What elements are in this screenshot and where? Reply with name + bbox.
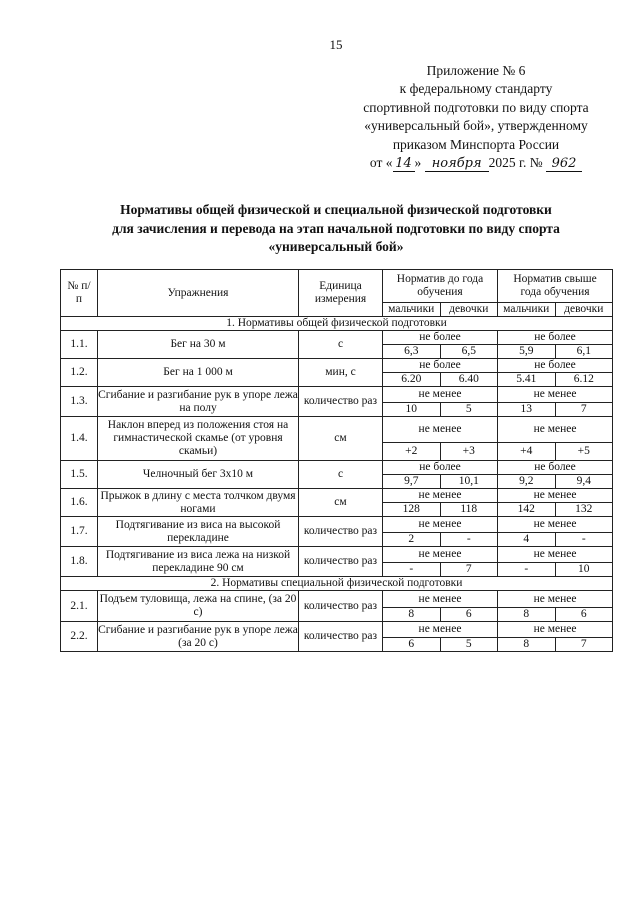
row-condition-1: не более [383, 359, 498, 373]
date-mid: » [414, 155, 422, 171]
row-exercise: Сгибание и разгибание рук в упоре лежа (за 20 с) [98, 622, 299, 652]
value-boys-2: +4 [498, 443, 556, 461]
table-row [61, 622, 613, 638]
value-girls-2: - [555, 533, 613, 547]
row-exercise: Наклон вперед из положения стоя на гимнастической скамье (от уровня скамьи) [98, 417, 299, 461]
row-unit: см [299, 489, 383, 517]
row-number: 2.2. [61, 622, 98, 652]
value-boys-2: 4 [498, 533, 556, 547]
header-unit: Единица измерения [299, 270, 383, 317]
row-unit: мин, с [299, 359, 383, 387]
row-condition-2: не менее [498, 387, 613, 403]
row-condition-2: не более [498, 359, 613, 373]
row-exercise: Подъем туловища, лежа на спине, (за 20 с) [98, 591, 299, 622]
title-line-3: «универсальный бой» [268, 239, 404, 254]
row-number: 1.3. [61, 387, 98, 417]
page-number: 15 [329, 37, 343, 52]
date-day-handwritten: 14 [393, 157, 415, 172]
row-condition-2: не менее [498, 591, 613, 608]
appendix-line-standard: к федеральному стандарту [399, 81, 553, 97]
table-row [61, 489, 613, 503]
title-line-2: для зачисления и перевода на этап начальной подготовки по виду спорта [112, 220, 560, 236]
row-number: 1.1. [61, 331, 98, 359]
date-month-handwritten: ноября [425, 157, 489, 172]
row-number: 1.5. [61, 461, 98, 489]
row-condition-1: не менее [383, 547, 498, 563]
row-unit: количество раз [299, 622, 383, 652]
value-boys-1: 2 [383, 533, 441, 547]
value-boys-1: 9,7 [383, 475, 441, 489]
document-title [60, 201, 612, 257]
date-year: 2025 г. № [488, 155, 543, 171]
date-prefix: от « [369, 155, 393, 171]
row-condition-2: не менее [498, 622, 613, 638]
row-exercise: Бег на 1 000 м [98, 359, 299, 387]
value-girls-2: 132 [555, 503, 613, 517]
row-condition-1: не менее [383, 517, 498, 533]
table-header [61, 270, 613, 317]
row-exercise: Подтягивание из виса лежа на низкой перекладине 90 см [98, 547, 299, 577]
row-condition-2: не менее [498, 417, 613, 443]
value-girls-1: - [440, 533, 498, 547]
row-number: 2.1. [61, 591, 98, 622]
value-girls-2: 6,1 [555, 345, 613, 359]
row-condition-1: не более [383, 331, 498, 345]
appendix-line-sport-name: «универсальный бой», утвержденному [364, 118, 588, 134]
table-row [61, 591, 613, 608]
value-boys-2: 8 [498, 638, 556, 652]
row-condition-2: не более [498, 331, 613, 345]
appendix-line-order: приказом Минспорта России [392, 136, 560, 152]
header-group-1: Норматив до года обучения [383, 270, 498, 303]
value-boys-2: 9,2 [498, 475, 556, 489]
value-boys-1: 10 [383, 403, 441, 417]
order-number-handwritten: 962 [546, 157, 582, 172]
row-exercise: Прыжок в длину с места толчком двумя ногами [98, 489, 299, 517]
value-boys-2: - [498, 563, 556, 577]
value-boys-1: - [383, 563, 441, 577]
table-row [61, 547, 613, 563]
value-boys-1: 6.20 [383, 373, 441, 387]
row-exercise: Подтягивание из виса на высокой перекладине [98, 517, 299, 547]
row-unit: количество раз [299, 387, 383, 417]
header-group-2: Норматив свыше года обучения [498, 270, 613, 303]
value-girls-2: 9,4 [555, 475, 613, 489]
header-exercise: Упражнения [98, 270, 299, 317]
row-unit: количество раз [299, 547, 383, 577]
value-boys-2: 5.41 [498, 373, 556, 387]
appendix-line-sport: спортивной подготовки по виду спорта [363, 99, 589, 115]
row-unit: количество раз [299, 517, 383, 547]
value-girls-1: 118 [440, 503, 498, 517]
value-girls-2: 6 [555, 608, 613, 622]
value-boys-1: +2 [383, 443, 441, 461]
section-title: 2. Нормативы специальной физической подготовки [61, 577, 613, 591]
value-girls-1: 5 [440, 403, 498, 417]
section-title: 1. Нормативы общей физической подготовки [61, 317, 613, 331]
row-unit: с [299, 331, 383, 359]
value-girls-1: 6,5 [440, 345, 498, 359]
row-condition-2: не менее [498, 517, 613, 533]
header-num: № п/п [61, 270, 98, 317]
value-girls-1: 6 [440, 608, 498, 622]
row-condition-1: не менее [383, 489, 498, 503]
table-row [61, 417, 613, 443]
row-condition-1: не менее [383, 387, 498, 403]
row-condition-2: не менее [498, 547, 613, 563]
row-exercise: Сгибание и разгибание рук в упоре лежа на полу [98, 387, 299, 417]
row-condition-2: не более [498, 461, 613, 475]
value-boys-2: 142 [498, 503, 556, 517]
header-boys-1: мальчики [383, 303, 441, 317]
table-row [61, 461, 613, 475]
value-girls-2: 6.12 [555, 373, 613, 387]
table-row [61, 517, 613, 533]
header-girls-1: девочки [440, 303, 498, 317]
row-number: 1.4. [61, 417, 98, 461]
title-line-1: Нормативы общей физической и специальной физической подготовки [120, 202, 552, 217]
appendix-title: Приложение № 6 [426, 63, 526, 78]
row-unit: см [299, 417, 383, 461]
norms-table [60, 269, 613, 652]
appendix-block [330, 62, 622, 172]
table-row [61, 331, 613, 345]
value-girls-1: +3 [440, 443, 498, 461]
value-boys-1: 6 [383, 638, 441, 652]
value-boys-2: 8 [498, 608, 556, 622]
row-condition-1: не менее [383, 417, 498, 443]
row-exercise: Челночный бег 3х10 м [98, 461, 299, 489]
row-number: 1.7. [61, 517, 98, 547]
row-unit: количество раз [299, 591, 383, 622]
value-boys-1: 128 [383, 503, 441, 517]
value-girls-2: 7 [555, 403, 613, 417]
appendix-date-line [330, 154, 622, 172]
table-body [61, 317, 613, 652]
header-boys-2: мальчики [498, 303, 556, 317]
value-boys-1: 8 [383, 608, 441, 622]
row-condition-2: не менее [498, 489, 613, 503]
value-girls-1: 5 [440, 638, 498, 652]
value-girls-1: 10,1 [440, 475, 498, 489]
header-girls-2: девочки [555, 303, 613, 317]
value-girls-2: 7 [555, 638, 613, 652]
row-condition-1: не менее [383, 622, 498, 638]
row-number: 1.2. [61, 359, 98, 387]
value-boys-1: 6,3 [383, 345, 441, 359]
value-girls-1: 7 [440, 563, 498, 577]
row-unit: с [299, 461, 383, 489]
value-boys-2: 13 [498, 403, 556, 417]
row-condition-1: не более [383, 461, 498, 475]
row-number: 1.8. [61, 547, 98, 577]
value-girls-1: 6.40 [440, 373, 498, 387]
row-exercise: Бег на 30 м [98, 331, 299, 359]
row-number: 1.6. [61, 489, 98, 517]
value-girls-2: +5 [555, 443, 613, 461]
table-row [61, 359, 613, 373]
row-condition-1: не менее [383, 591, 498, 608]
value-boys-2: 5,9 [498, 345, 556, 359]
table-row [61, 387, 613, 403]
value-girls-2: 10 [555, 563, 613, 577]
